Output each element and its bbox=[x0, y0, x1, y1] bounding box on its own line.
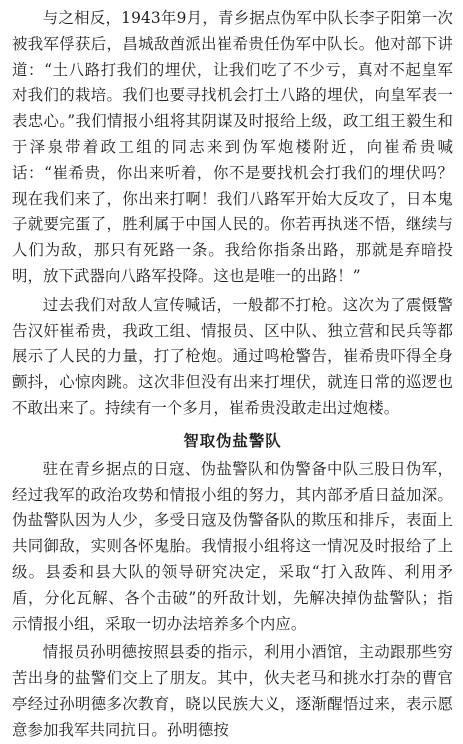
body-paragraph: 情报员孙明德按照县委的指示，利用小酒馆，主动跟那些穷苦出身的盐警们交上了朋友。其中，伙夫老马和挑水打杂的曹官亭经过孙明德多次教育，晓以民族大义，逐渐醒悟过来，表示愿意参加我军共同抗日。孙明德按 bbox=[12, 643, 453, 739]
body-paragraph: 驻在青乡据点的日寇、伪盐警队和伪警备中队三股日伪军，经过我军的政治攻势和情报小组的努力，其内部矛盾日益加深。伪盐警队因为人少，多受日寇及伪警备队的欺压和排斥，表面上共同御敌，实则各怀鬼胎。我情报小组将这一情况及时报给了上级。县委和县大队的领导研究决定，采取“打入敌阵、利用矛盾，分化瓦解、各个击破”的歼敌计划，先解决掉伪盐警队；指示情报小组，采取一切办法培养多个内应。 bbox=[12, 459, 453, 633]
section-title: 智取伪盐警队 bbox=[183, 431, 282, 450]
body-paragraph: 过去我们对敌人宣传喊话，一般都不打枪。这次为了震慑警告汉奸崔希贵，我政工组、情报员、区中队、独立营和民兵等都展示了人民的力量，打了枪炮。通过鸣枪警告，崔希贵吓得全身颤抖，心惊肉跳。这次非但没有出来打埋伏，就连日常的巡逻也不敢出来了。持续有一个多月，崔希贵没敢走出过炮楼。 bbox=[12, 295, 453, 417]
body-paragraph: 与之相反，1943年9月，青乡据点伪军中队长李子阳第一次被我军俘获后，昌城敌酋派出崔希贵任伪军中队长。他对部下讲道：“土八路打我们的埋伏，让我们吃了不少亏，真对不起皇军对我们的栽培。我们也要寻找机会打土八路的埋伏，向皇军表一表忠心。”我们情报小组将其阴谋及时报给上级，政工组王毅生和于泽泉带着政工组的同志来到伪军炮楼附近，向崔希贵喊话：“崔希贵，你出来听着，你不是要找机会打我们的埋伏吗？现在我们来了，你出来打啊！我们八路军开始大反攻了，日本鬼子就要完蛋了，胜利属于中国人民的。你若再执迷不悟，继续与人们为敌，那只有死路一条。我给你指条出路，那就是弃暗投明，放下武器向八路军投降。这也是唯一的出路！” bbox=[12, 9, 453, 285]
